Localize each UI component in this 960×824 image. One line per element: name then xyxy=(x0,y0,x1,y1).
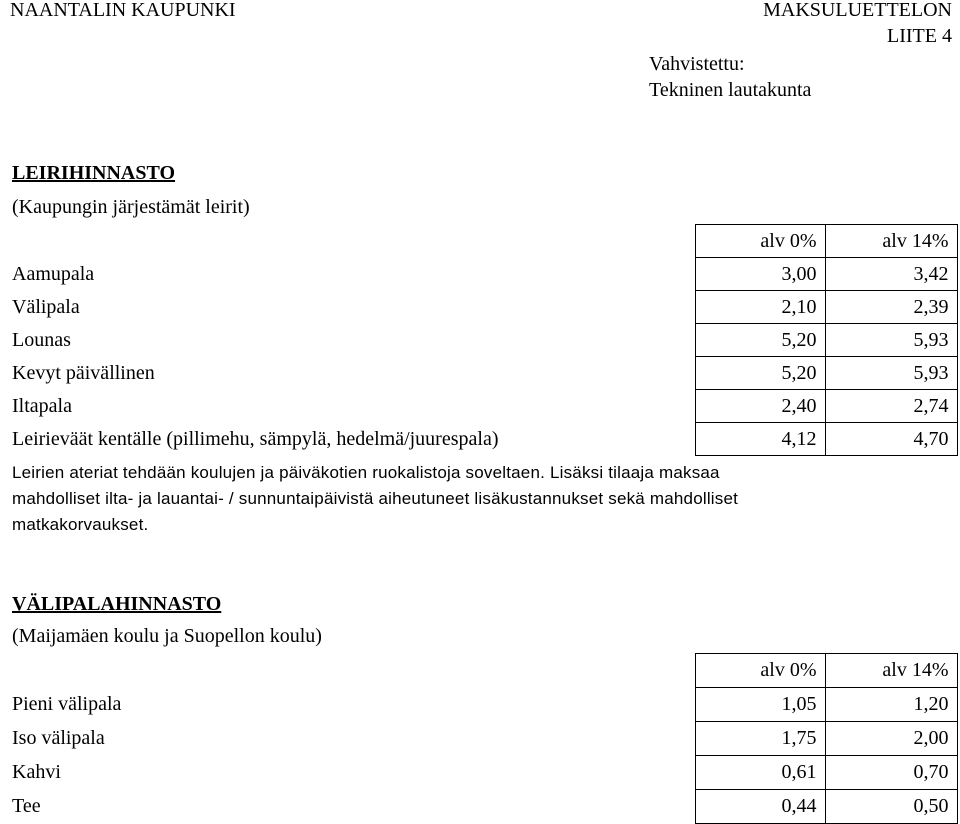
price-alv0: 3,00 xyxy=(695,258,825,291)
header-blank xyxy=(12,654,695,688)
table-header-row xyxy=(12,225,957,258)
snack-pricing-subtitle: (Maijamäen koulu ja Suopellon koulu) xyxy=(12,625,322,647)
price-alv0: 0,44 xyxy=(695,790,825,824)
price-alv14: 5,93 xyxy=(825,324,957,357)
price-alv0: 5,20 xyxy=(695,324,825,357)
table-row xyxy=(12,756,957,790)
price-alv14: 2,39 xyxy=(825,291,957,324)
table-row xyxy=(12,790,957,824)
organization-name: NAANTALIN KAUPUNKI xyxy=(10,0,236,21)
header-alv0: alv 0% xyxy=(695,654,825,688)
item-label: Aamupala xyxy=(12,262,95,285)
snack-pricing-title: VÄLIPALAHINNASTO xyxy=(12,593,222,615)
header-blank xyxy=(12,225,695,258)
camp-pricing-subtitle: (Kaupungin järjestämät leirit) xyxy=(12,196,250,218)
price-alv14: 4,70 xyxy=(825,423,957,456)
note-line: Leirien ateriat tehdään koulujen ja päiväkotien ruokalistoja soveltaen. Lisäksi tilaaja maksaa xyxy=(12,463,720,482)
price-alv0: 1,05 xyxy=(695,688,825,722)
document-title: MAKSULUETTELON xyxy=(763,0,952,21)
table-row xyxy=(12,258,957,291)
approving-board: Tekninen lautakunta xyxy=(649,79,812,101)
price-alv14: 0,70 xyxy=(825,756,957,790)
price-alv14: 2,74 xyxy=(825,390,957,423)
snack-price-table xyxy=(12,653,958,824)
table-header-row xyxy=(12,654,957,688)
price-alv14: 3,42 xyxy=(825,258,957,291)
price-alv0: 2,10 xyxy=(695,291,825,324)
note-line: mahdolliset ilta- ja lauantai- / sunnuntaipäivistä aiheutuneet lisäkustannukset sekä mahdolliset xyxy=(12,489,739,508)
item-label: Iltapala xyxy=(12,394,72,417)
item-label: Iso välipala xyxy=(12,727,105,749)
table-row xyxy=(12,688,957,722)
price-alv0: 2,40 xyxy=(695,390,825,423)
item-label: Pieni välipala xyxy=(12,693,122,715)
price-alv14: 0,50 xyxy=(825,790,957,824)
note-line: matkakorvaukset. xyxy=(12,515,149,534)
price-alv0: 0,61 xyxy=(695,756,825,790)
table-row xyxy=(12,357,957,390)
header-alv14: alv 14% xyxy=(825,654,957,688)
item-label: Tee xyxy=(12,795,41,817)
price-alv0: 5,20 xyxy=(695,357,825,390)
camp-pricing-note xyxy=(12,462,957,540)
table-row xyxy=(12,324,957,357)
appendix-label: LIITE 4 xyxy=(887,25,952,47)
header-alv14: alv 14% xyxy=(825,225,957,258)
price-alv0: 1,75 xyxy=(695,722,825,756)
table-row xyxy=(12,390,957,423)
table-row xyxy=(12,291,957,324)
item-label: Kahvi xyxy=(12,761,61,783)
price-alv0: 4,12 xyxy=(695,423,825,456)
camp-price-table xyxy=(12,224,958,456)
approved-label: Vahvistettu: xyxy=(649,53,745,75)
table-row xyxy=(12,423,957,456)
item-label: Kevyt päivällinen xyxy=(12,361,155,384)
item-label: Välipala xyxy=(12,295,80,318)
price-alv14: 5,93 xyxy=(825,357,957,390)
price-alv14: 2,00 xyxy=(825,722,957,756)
price-alv14: 1,20 xyxy=(825,688,957,722)
camp-pricing-title: LEIRIHINNASTO xyxy=(12,162,176,184)
table-row xyxy=(12,722,957,756)
item-label: Leirieväät kentälle (pillimehu, sämpylä, hedelmä/juurespala) xyxy=(12,427,499,450)
header-alv0: alv 0% xyxy=(695,225,825,258)
item-label: Lounas xyxy=(12,328,71,351)
